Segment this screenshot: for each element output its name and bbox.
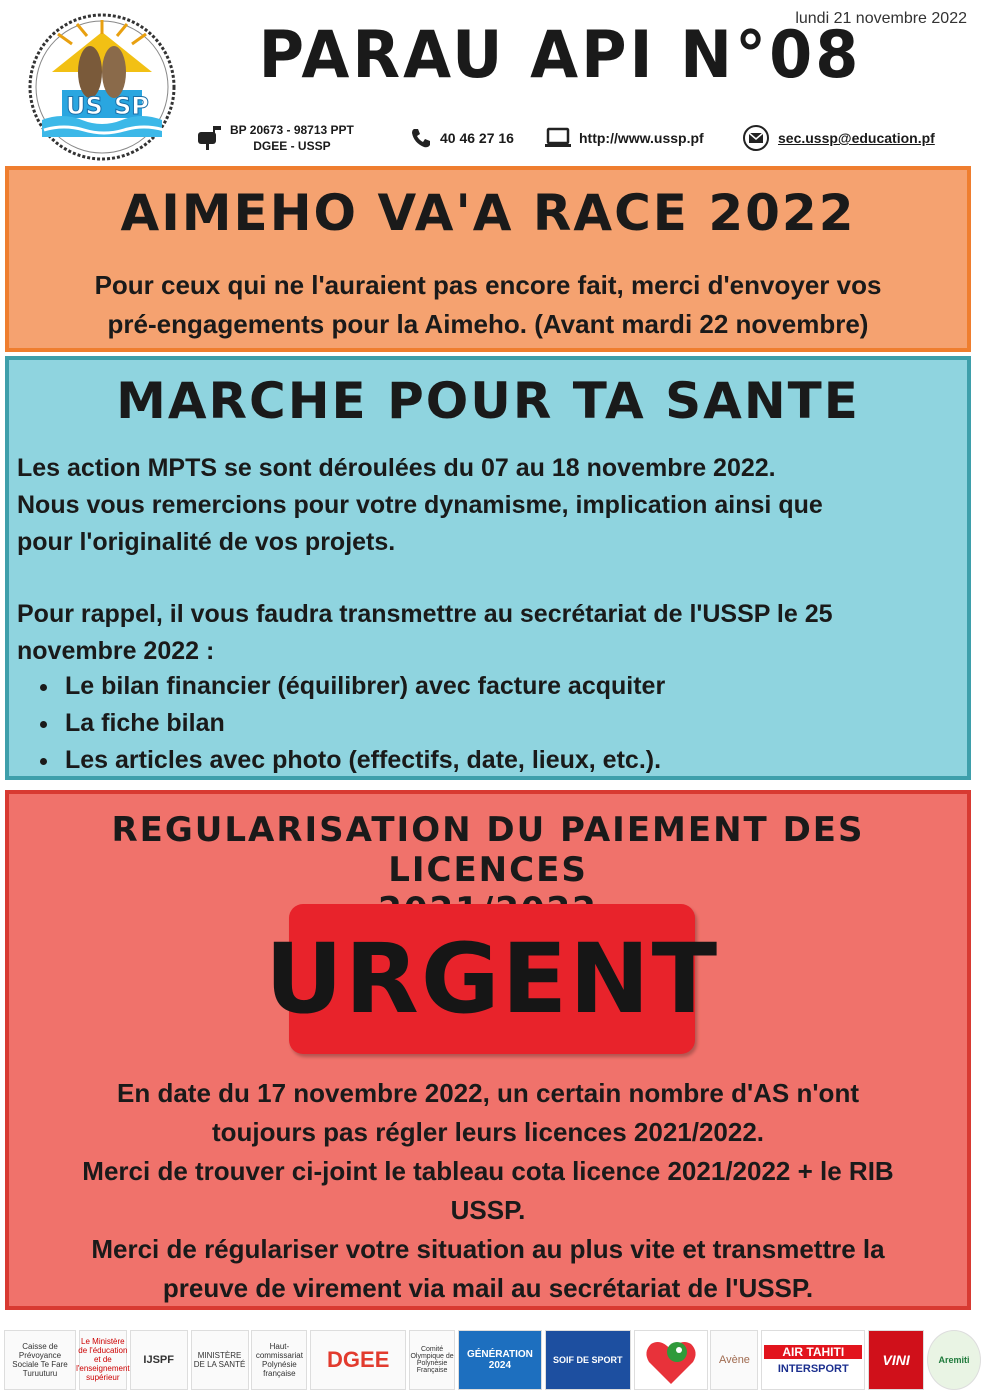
laptop-icon: [545, 128, 571, 148]
sponsor-logo-dgee: DGEE: [310, 1330, 406, 1390]
section-aimeho: [5, 166, 971, 352]
address-line-2: DGEE - USSP: [253, 139, 331, 153]
section-mpts: [5, 356, 971, 780]
contact-address: [196, 120, 354, 156]
mpts-reminder-line-2: novembre 2022 :: [17, 637, 215, 665]
licences-text-line-3: Merci de trouver ci-joint le tableau cota licence 2021/2022 + le RIB: [82, 1156, 894, 1186]
contact-website: [545, 120, 704, 156]
sponsor-logos-bar: [0, 1322, 985, 1397]
section-mpts-heading: MARCHE POUR TA SANTE: [116, 372, 860, 430]
section-licences: [5, 790, 971, 1310]
sponsor-logo-avene: Avène: [710, 1330, 758, 1390]
envelope-icon: [742, 124, 770, 152]
list-item: • La fiche bilan: [61, 705, 665, 742]
contact-phone: [410, 120, 514, 156]
mascot-icon: [641, 1332, 701, 1388]
sponsor-logo-ministere-education: Le Ministère de l'éducation et de l'enseignement supérieur: [79, 1330, 127, 1390]
section-aimeho-heading: AIMEHO VA'A RACE 2022: [120, 184, 856, 242]
website-link[interactable]: http://www.ussp.pf: [579, 130, 704, 146]
mailbox-icon: [196, 126, 222, 150]
licences-text-line-1: En date du 17 novembre 2022, un certain nombre d'AS n'ont: [117, 1078, 859, 1108]
contact-email: [742, 120, 935, 156]
svg-text:US: US: [66, 92, 103, 120]
aimeho-text-line-2: pré-engagements pour la Aimeho. (Avant mardi 22 novembre): [107, 309, 869, 339]
sponsor-logo-vini: VINI: [868, 1330, 924, 1390]
licences-heading-line-1: REGULARISATION DU PAIEMENT DES LICENCES: [111, 810, 865, 890]
urgent-label: URGENT: [264, 923, 720, 1035]
svg-text:SP: SP: [114, 92, 149, 120]
phone-number: 40 46 27 16: [440, 130, 514, 146]
airtahiti-label: AIR TAHITI: [764, 1345, 862, 1359]
licences-text-line-5: Merci de régulariser votre situation au plus vite et transmettre la: [91, 1234, 885, 1264]
sponsor-logo-mascot: [634, 1330, 708, 1390]
sponsor-logo-generation-2024: GÉNÉRATION 2024: [458, 1330, 542, 1390]
mpts-text-line-1: Les action MPTS se sont déroulées du 07 au 18 novembre 2022.: [17, 454, 776, 482]
sponsor-logo-soif-de-sport: SOIF DE SPORT: [545, 1330, 631, 1390]
sponsor-logo-airtahiti-intersport: [761, 1330, 865, 1390]
licences-text-line-6: preuve de virement via mail au secrétariat de l'USSP.: [162, 1273, 814, 1303]
sponsor-logo-haut-commissariat: Haut-commissariat Polynésie française: [251, 1330, 307, 1390]
licences-text-line-4: USSP.: [450, 1195, 526, 1225]
urgent-badge: [264, 904, 720, 1054]
aimeho-text-line-1: Pour ceux qui ne l'auraient pas encore fait, merci d'envoyer vos: [94, 270, 882, 300]
issue-date: lundi 21 novembre 2022: [795, 10, 967, 27]
intersport-label: INTERSPORT: [777, 1362, 849, 1375]
mpts-text-line-2: Nous vous remercions pour votre dynamisme, implication ainsi que: [17, 491, 823, 519]
sponsor-logo-cps: Caisse de Prévoyance Sociale Te Fare Turuuturu: [4, 1330, 76, 1390]
mpts-text-line-3: pour l'originalité de vos projets.: [17, 528, 396, 556]
email-link[interactable]: sec.ussp@education.pf: [778, 130, 935, 146]
sponsor-logo-aremiti: Aremiti: [927, 1330, 981, 1390]
mpts-checklist: [17, 668, 665, 779]
ussp-logo: [22, 12, 182, 162]
sponsor-logo-cof: Comité Olympique de Polynésie Française: [409, 1330, 455, 1390]
newsletter-title: PARAU API N°08: [258, 16, 862, 93]
phone-icon: [410, 127, 432, 149]
mpts-reminder-line-1: Pour rappel, il vous faudra transmettre au secrétariat de l'USSP le 25: [17, 600, 833, 628]
address-line-1: BP 20673 - 98713 PPT: [230, 123, 354, 137]
sponsor-logo-ijspf: IJSPF: [130, 1330, 188, 1390]
list-item: • Le bilan financier (équilibrer) avec facture acquiter: [61, 668, 665, 705]
licences-text-line-2: toujours pas régler leurs licences 2021/2022.: [211, 1117, 765, 1147]
sponsor-logo-ministere-sante: MINISTÈRE DE LA SANTÉ: [191, 1330, 249, 1390]
list-item: • Les articles avec photo (effectifs, date, lieux, etc.).: [61, 742, 665, 779]
